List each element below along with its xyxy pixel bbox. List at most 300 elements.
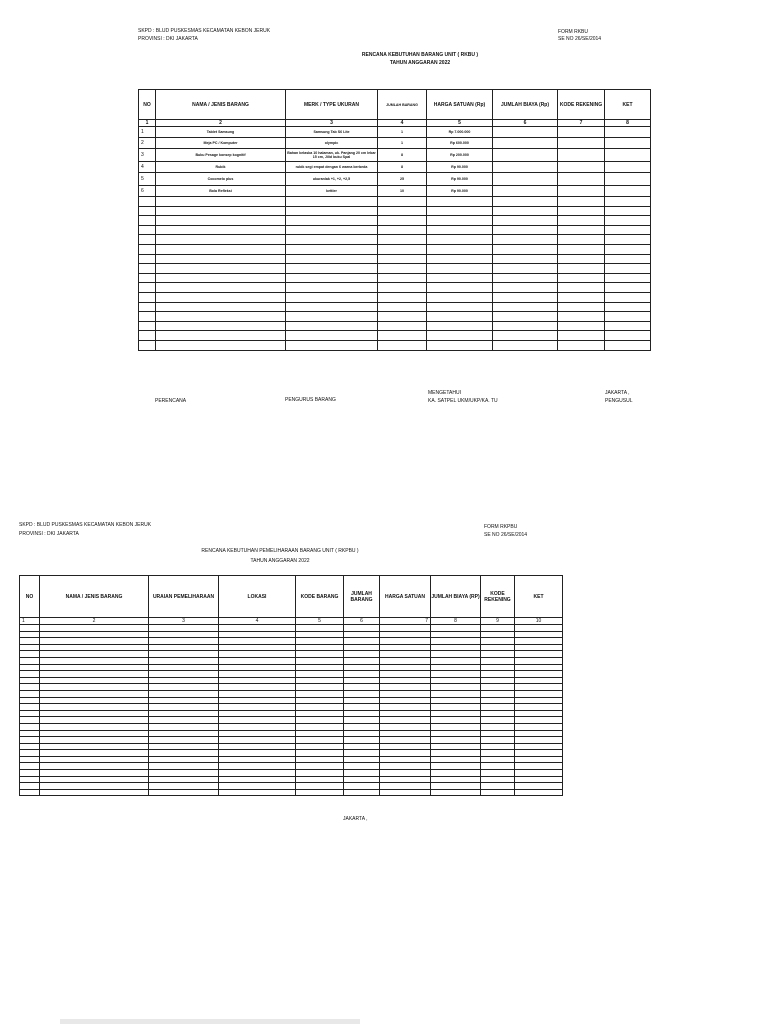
empty-cell	[219, 664, 296, 671]
empty-cell	[605, 312, 651, 322]
empty-cell	[605, 340, 651, 350]
table-row	[139, 312, 651, 322]
empty-cell	[149, 710, 219, 717]
empty-cell	[515, 625, 563, 632]
empty-cell	[20, 743, 40, 750]
empty-cell	[156, 216, 286, 226]
empty-cell	[605, 321, 651, 331]
empty-cell	[380, 631, 431, 638]
empty-cell	[493, 292, 558, 302]
table-row	[139, 264, 651, 274]
empty-cell	[139, 254, 156, 264]
empty-cell	[139, 244, 156, 254]
table-row	[139, 283, 651, 293]
empty-cell	[481, 763, 515, 770]
empty-cell	[40, 730, 149, 737]
empty-cell	[427, 235, 493, 245]
empty-cell	[605, 254, 651, 264]
cell-ket	[605, 186, 651, 197]
empty-cell	[431, 770, 481, 777]
empty-cell	[431, 664, 481, 671]
empty-cell	[558, 197, 605, 207]
empty-cell	[20, 697, 40, 704]
empty-cell	[558, 273, 605, 283]
colnum-1: 1	[139, 120, 156, 127]
empty-cell	[427, 254, 493, 264]
empty-cell	[296, 770, 344, 777]
empty-cell	[515, 684, 563, 691]
empty-cell	[40, 737, 149, 744]
empty-cell	[515, 664, 563, 671]
table-row	[139, 244, 651, 254]
table-row	[20, 776, 563, 783]
cell-no: 2	[139, 138, 156, 149]
empty-cell	[149, 638, 219, 645]
table-row	[20, 638, 563, 645]
header-jumlah: JUMLAH BARANG	[378, 90, 427, 120]
empty-cell	[149, 723, 219, 730]
empty-cell	[378, 264, 427, 274]
cell-kode	[558, 138, 605, 149]
empty-cell	[427, 292, 493, 302]
empty-cell	[558, 216, 605, 226]
empty-cell	[515, 631, 563, 638]
colnum-8: 8	[605, 120, 651, 127]
empty-cell	[156, 264, 286, 274]
column-number-row	[139, 120, 651, 127]
colnum-4: 4	[219, 618, 296, 625]
empty-cell	[20, 677, 40, 684]
mengetahui-label: MENGETAHUI	[428, 390, 461, 396]
empty-cell	[515, 644, 563, 651]
empty-cell	[40, 770, 149, 777]
table-row	[20, 743, 563, 750]
table-row	[20, 717, 563, 724]
empty-cell	[427, 312, 493, 322]
ka-satpel-label: KA. SATPEL UKM/UKP/KA. TU	[428, 398, 498, 404]
table-row	[20, 737, 563, 744]
empty-cell	[481, 690, 515, 697]
header-merk: MERK / TYPE UKURAN	[286, 90, 378, 120]
empty-cell	[156, 206, 286, 216]
empty-cell	[431, 631, 481, 638]
empty-cell	[296, 684, 344, 691]
empty-cell	[481, 743, 515, 750]
empty-cell	[493, 206, 558, 216]
empty-cell	[219, 697, 296, 704]
cell-ket	[605, 127, 651, 138]
empty-cell	[431, 704, 481, 711]
empty-cell	[493, 283, 558, 293]
table-row	[139, 235, 651, 245]
empty-cell	[493, 235, 558, 245]
pengusul-label: PENGUSUL	[605, 398, 633, 404]
empty-cell	[493, 197, 558, 207]
empty-cell	[558, 321, 605, 331]
table-row	[20, 783, 563, 790]
empty-cell	[219, 671, 296, 678]
header-kode-barang: KODE BARANG	[296, 576, 344, 618]
empty-cell	[40, 783, 149, 790]
header-no: NO	[139, 90, 156, 120]
empty-cell	[219, 631, 296, 638]
empty-cell	[40, 684, 149, 691]
cell-biaya	[493, 149, 558, 162]
table-row	[20, 750, 563, 757]
empty-cell	[286, 283, 378, 293]
empty-cell	[149, 671, 219, 678]
empty-cell	[605, 302, 651, 312]
header-ket: KET	[605, 90, 651, 120]
table-row	[20, 684, 563, 691]
empty-cell	[149, 684, 219, 691]
empty-cell	[296, 638, 344, 645]
empty-cell	[344, 625, 380, 632]
empty-cell	[139, 206, 156, 216]
empty-cell	[378, 321, 427, 331]
empty-cell	[296, 690, 344, 697]
empty-cell	[344, 677, 380, 684]
empty-cell	[431, 750, 481, 757]
table-row	[139, 292, 651, 302]
empty-cell	[139, 216, 156, 226]
cell-merk: Samsung Tab S6 Lite	[286, 127, 378, 138]
empty-cell	[40, 704, 149, 711]
empty-cell	[296, 717, 344, 724]
empty-cell	[219, 638, 296, 645]
header-uraian: URAIAN PEMELIHARAAN	[149, 576, 219, 618]
empty-cell	[156, 197, 286, 207]
empty-cell	[378, 312, 427, 322]
header-no: NO	[20, 576, 40, 618]
empty-cell	[431, 697, 481, 704]
empty-cell	[20, 750, 40, 757]
empty-cell	[605, 292, 651, 302]
cell-harga: Rp 600.000	[427, 138, 493, 149]
colnum-6: 6	[493, 120, 558, 127]
cell-biaya	[493, 186, 558, 197]
empty-cell	[20, 690, 40, 697]
empty-cell	[149, 750, 219, 757]
cell-nama: Tablet Samsung	[156, 127, 286, 138]
empty-cell	[286, 340, 378, 350]
cell-harga: Rp 90.000	[427, 186, 493, 197]
colnum-6: 6	[344, 618, 380, 625]
table-row	[20, 710, 563, 717]
table-row	[139, 186, 651, 197]
empty-cell	[149, 783, 219, 790]
colnum-2: 2	[156, 120, 286, 127]
empty-cell	[219, 690, 296, 697]
empty-cell	[558, 254, 605, 264]
empty-cell	[431, 677, 481, 684]
empty-cell	[427, 283, 493, 293]
cell-no: 5	[139, 173, 156, 186]
empty-cell	[481, 644, 515, 651]
empty-cell	[431, 651, 481, 658]
colnum-8: 8	[431, 618, 481, 625]
cell-merk: olympic	[286, 138, 378, 149]
empty-cell	[296, 783, 344, 790]
empty-cell	[493, 321, 558, 331]
empty-cell	[344, 664, 380, 671]
empty-cell	[296, 710, 344, 717]
empty-cell	[286, 273, 378, 283]
empty-cell	[378, 273, 427, 283]
header-kode: KODE REKENING	[558, 90, 605, 120]
empty-cell	[380, 704, 431, 711]
empty-cell	[344, 770, 380, 777]
empty-cell	[427, 244, 493, 254]
empty-cell	[296, 677, 344, 684]
cell-harga: Rp 7.000.000	[427, 127, 493, 138]
empty-cell	[378, 331, 427, 341]
empty-cell	[40, 763, 149, 770]
empty-cell	[431, 657, 481, 664]
column-number-row	[20, 618, 563, 625]
empty-cell	[20, 770, 40, 777]
empty-cell	[427, 302, 493, 312]
empty-cell	[156, 254, 286, 264]
empty-cell	[380, 697, 431, 704]
empty-cell	[149, 763, 219, 770]
empty-cell	[344, 697, 380, 704]
empty-cell	[515, 730, 563, 737]
table-row	[139, 273, 651, 283]
empty-cell	[40, 697, 149, 704]
empty-cell	[431, 671, 481, 678]
cell-kode	[558, 186, 605, 197]
empty-cell	[431, 710, 481, 717]
cropped-next-page-text	[60, 1019, 360, 1024]
colnum-7: 7	[380, 618, 431, 625]
empty-cell	[515, 671, 563, 678]
rkbu-table	[138, 89, 651, 351]
empty-cell	[515, 783, 563, 790]
empty-cell	[296, 657, 344, 664]
header-nama: NAMA / JENIS BARANG	[156, 90, 286, 120]
empty-cell	[156, 331, 286, 341]
cell-no: 6	[139, 186, 156, 197]
empty-cell	[558, 331, 605, 341]
cell-nama: Meja PC / Komputer	[156, 138, 286, 149]
empty-cell	[481, 710, 515, 717]
empty-cell	[296, 704, 344, 711]
empty-cell	[605, 216, 651, 226]
empty-cell	[40, 750, 149, 757]
cell-kode	[558, 127, 605, 138]
empty-cell	[40, 651, 149, 658]
empty-cell	[40, 631, 149, 638]
empty-cell	[431, 756, 481, 763]
empty-cell	[20, 730, 40, 737]
empty-cell	[558, 244, 605, 254]
table-row	[20, 664, 563, 671]
empty-cell	[344, 644, 380, 651]
colnum-7: 7	[558, 120, 605, 127]
empty-cell	[493, 312, 558, 322]
empty-cell	[605, 331, 651, 341]
empty-cell	[427, 331, 493, 341]
empty-cell	[296, 697, 344, 704]
empty-cell	[139, 321, 156, 331]
empty-cell	[493, 225, 558, 235]
empty-cell	[493, 331, 558, 341]
table-row	[139, 197, 651, 207]
cell-jumlah: 10	[378, 186, 427, 197]
form-code: FORM RKBU	[558, 29, 588, 35]
empty-cell	[481, 750, 515, 757]
empty-cell	[481, 631, 515, 638]
colnum-3: 3	[286, 120, 378, 127]
empty-cell	[139, 312, 156, 322]
header-ket: KET	[515, 576, 563, 618]
header-harga: HARGA SATUAN	[380, 576, 431, 618]
empty-cell	[378, 197, 427, 207]
cell-merk: ukuranlak +1, +2, +2,5	[286, 173, 378, 186]
table-row	[139, 206, 651, 216]
table-row	[139, 138, 651, 149]
empty-cell	[481, 730, 515, 737]
cell-no: 4	[139, 162, 156, 173]
empty-cell	[344, 763, 380, 770]
empty-cell	[139, 283, 156, 293]
empty-cell	[378, 302, 427, 312]
empty-cell	[431, 783, 481, 790]
empty-cell	[344, 631, 380, 638]
empty-cell	[380, 625, 431, 632]
empty-cell	[515, 763, 563, 770]
empty-cell	[156, 321, 286, 331]
empty-cell	[344, 723, 380, 730]
empty-cell	[139, 235, 156, 245]
table-row	[20, 644, 563, 651]
empty-cell	[558, 292, 605, 302]
empty-cell	[139, 273, 156, 283]
empty-cell	[380, 737, 431, 744]
empty-cell	[493, 244, 558, 254]
empty-cell	[380, 750, 431, 757]
empty-cell	[493, 254, 558, 264]
empty-cell	[20, 684, 40, 691]
table-row	[139, 162, 651, 173]
empty-cell	[344, 704, 380, 711]
empty-cell	[427, 321, 493, 331]
empty-cell	[139, 331, 156, 341]
empty-cell	[380, 710, 431, 717]
table-row	[139, 331, 651, 341]
empty-cell	[605, 264, 651, 274]
empty-cell	[149, 644, 219, 651]
jakarta-label: JAKARTA ,	[343, 816, 368, 822]
empty-cell	[286, 225, 378, 235]
empty-cell	[427, 225, 493, 235]
table-row	[20, 690, 563, 697]
empty-cell	[344, 750, 380, 757]
empty-cell	[515, 789, 563, 796]
form-year: TAHUN ANGGARAN 2022	[389, 60, 451, 66]
empty-cell	[20, 625, 40, 632]
empty-cell	[344, 657, 380, 664]
empty-cell	[286, 312, 378, 322]
empty-cell	[380, 717, 431, 724]
empty-cell	[296, 664, 344, 671]
empty-cell	[296, 763, 344, 770]
empty-cell	[296, 756, 344, 763]
empty-cell	[149, 651, 219, 658]
empty-cell	[431, 690, 481, 697]
empty-cell	[515, 756, 563, 763]
empty-cell	[219, 723, 296, 730]
empty-cell	[219, 644, 296, 651]
empty-cell	[149, 770, 219, 777]
empty-cell	[431, 644, 481, 651]
empty-cell	[427, 197, 493, 207]
empty-cell	[286, 302, 378, 312]
empty-cell	[380, 644, 431, 651]
empty-cell	[296, 644, 344, 651]
empty-cell	[558, 302, 605, 312]
empty-cell	[40, 664, 149, 671]
empty-cell	[431, 684, 481, 691]
header-lokasi: LOKASI	[219, 576, 296, 618]
empty-cell	[431, 776, 481, 783]
empty-cell	[515, 677, 563, 684]
empty-cell	[481, 789, 515, 796]
cell-jumlah: 1	[378, 127, 427, 138]
cell-ket	[605, 149, 651, 162]
empty-cell	[40, 756, 149, 763]
empty-cell	[431, 717, 481, 724]
empty-cell	[380, 638, 431, 645]
header-biaya: JUMLAH BIAYA (RP)	[431, 576, 481, 618]
empty-cell	[481, 657, 515, 664]
cell-nama: Buku Pesage konsep kognitif	[156, 149, 286, 162]
empty-cell	[20, 631, 40, 638]
cell-kode	[558, 149, 605, 162]
cell-jumlah: 1	[378, 138, 427, 149]
empty-cell	[493, 273, 558, 283]
empty-cell	[20, 756, 40, 763]
empty-cell	[558, 235, 605, 245]
empty-cell	[344, 651, 380, 658]
empty-cell	[139, 340, 156, 350]
table-row	[20, 763, 563, 770]
empty-cell	[431, 625, 481, 632]
empty-cell	[558, 206, 605, 216]
se-number: SE NO 26/SE/2014	[484, 532, 528, 538]
empty-cell	[286, 331, 378, 341]
empty-cell	[20, 651, 40, 658]
cell-ket	[605, 173, 651, 186]
table-row	[20, 657, 563, 664]
header-harga: HARGA SATUAN (Rp)	[427, 90, 493, 120]
empty-cell	[219, 684, 296, 691]
provinsi-label: PROVINSI : DKI JAKARTA	[138, 36, 198, 42]
empty-cell	[481, 776, 515, 783]
empty-cell	[149, 756, 219, 763]
empty-cell	[40, 743, 149, 750]
empty-cell	[296, 750, 344, 757]
empty-cell	[481, 684, 515, 691]
empty-cell	[515, 690, 563, 697]
empty-cell	[20, 657, 40, 664]
empty-cell	[344, 730, 380, 737]
empty-cell	[344, 737, 380, 744]
empty-cell	[156, 235, 286, 245]
empty-cell	[344, 789, 380, 796]
cell-jumlah: 8	[378, 162, 427, 173]
